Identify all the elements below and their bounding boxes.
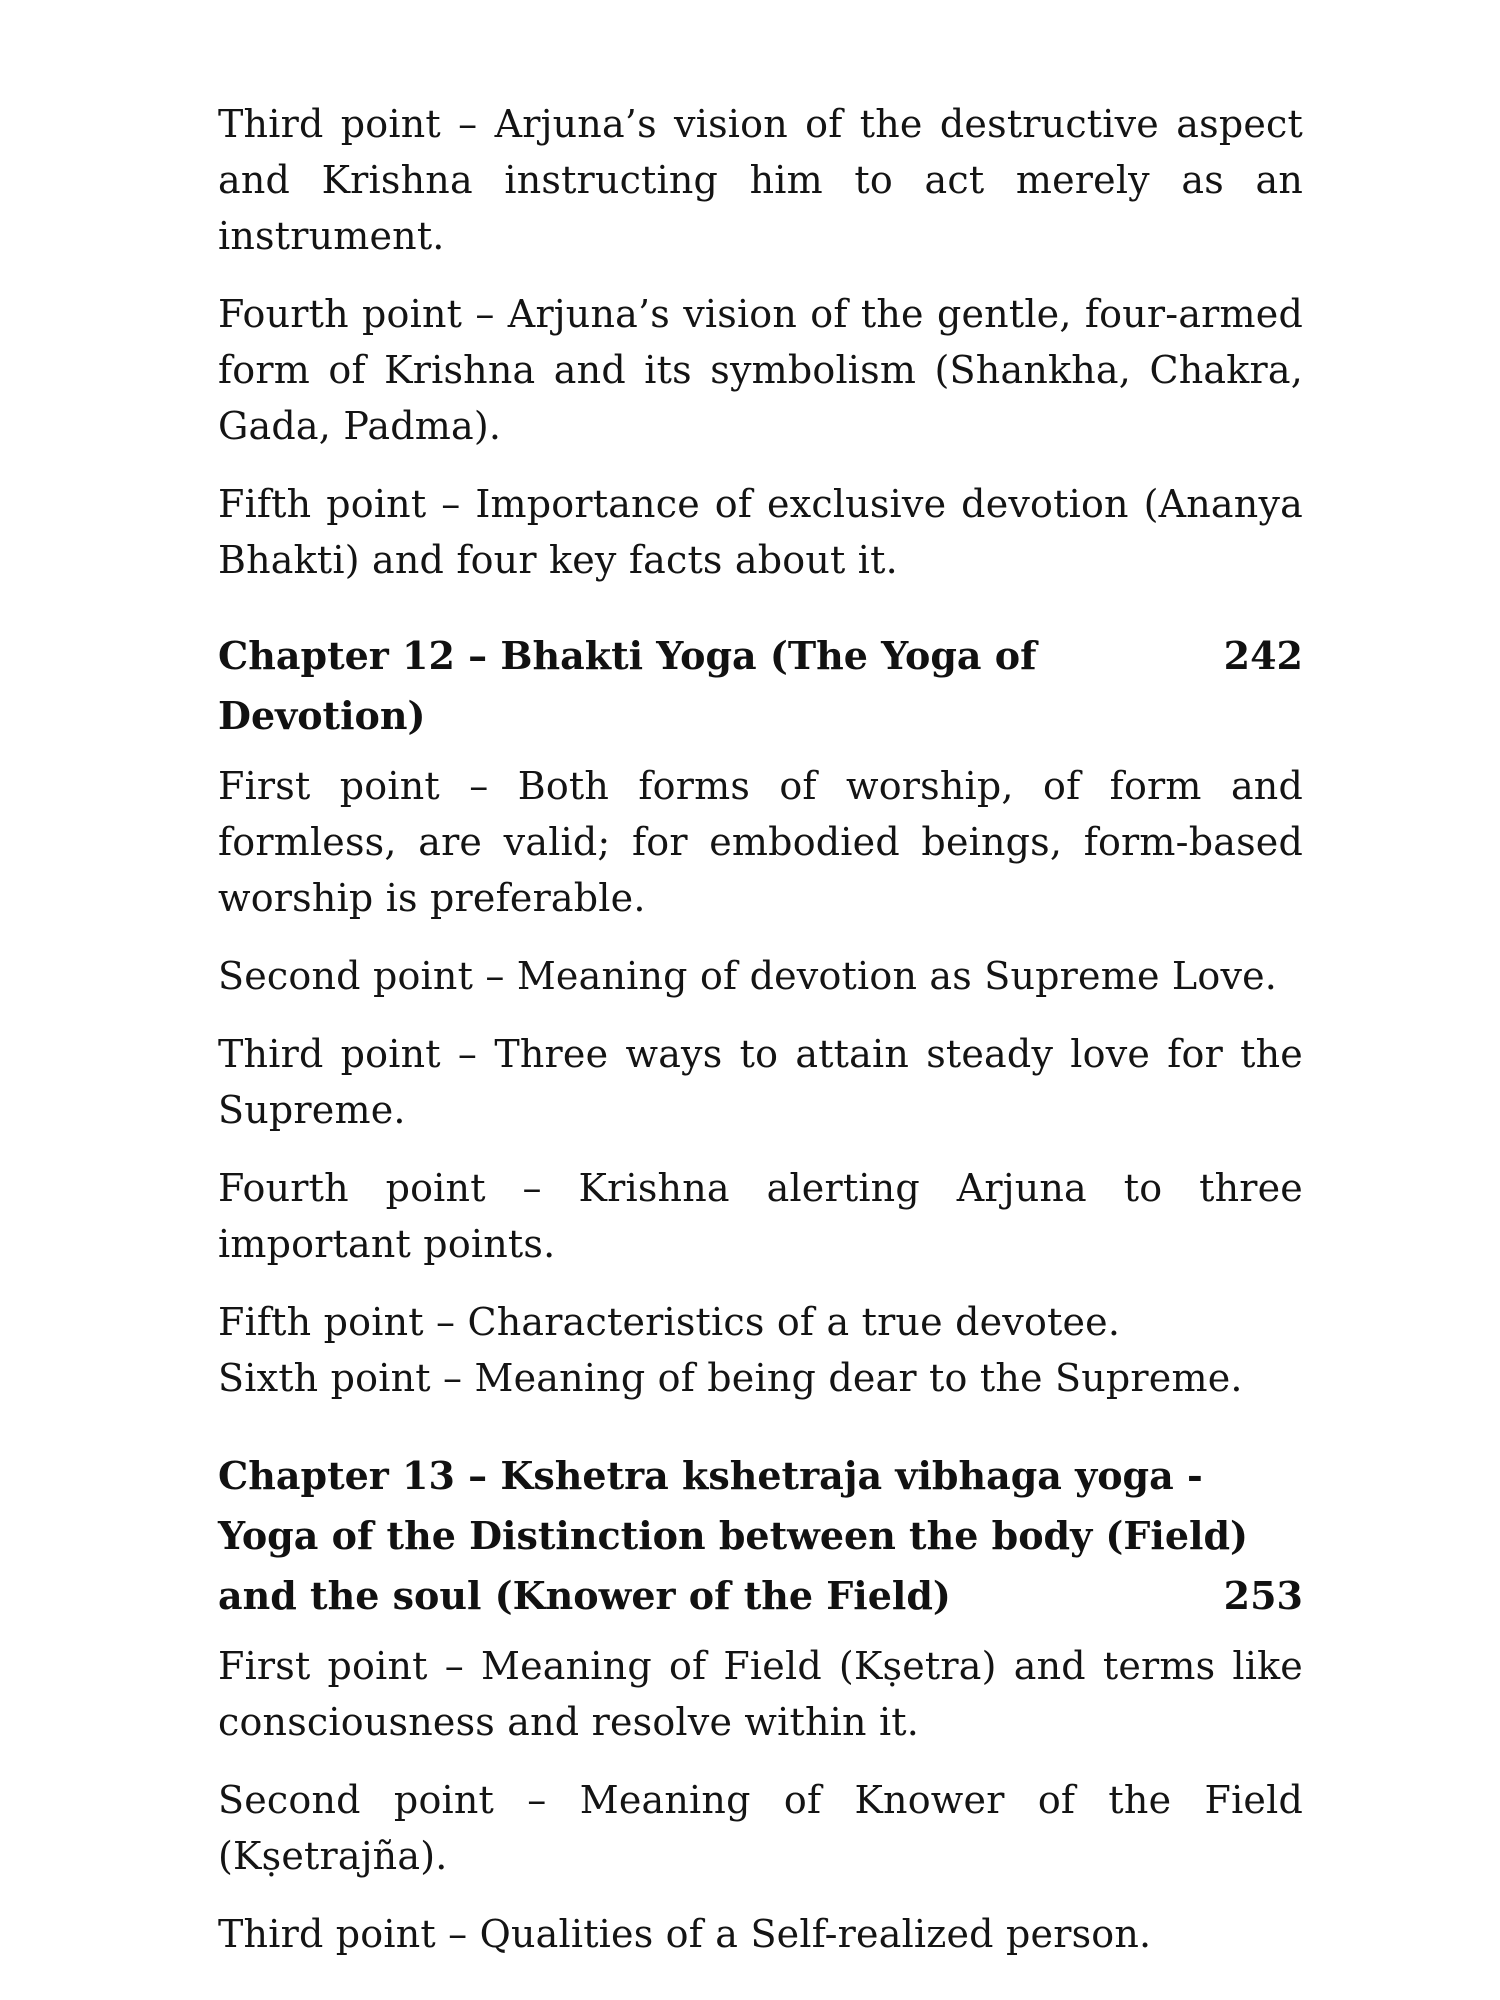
intro-point-third: Third point – Arjuna’s vision of the destructive aspect and Krishna instructing him to act merely as an instrument.: [218, 102, 1303, 258]
ch13-point-third: Third point – Qualities of a Self-realized person.: [218, 1912, 1152, 1956]
ch12-point-fifth: Fifth point – Characteristics of a true devotee.: [218, 1300, 1121, 1344]
chapter-12-title: Chapter 12 – Bhakti Yoga (The Yoga of Devotion): [218, 633, 1037, 738]
chapter-13-heading: [218, 1446, 1303, 1626]
chapter-13-title-line-3: and the soul (Knower of the Field): [218, 1573, 951, 1618]
ch12-point-sixth: Sixth point – Meaning of being dear to the Supreme.: [218, 1356, 1243, 1400]
chapter-12-heading: [218, 626, 1303, 746]
chapter-12-page-number: 242: [1223, 633, 1303, 678]
ch12-point-third: Third point – Three ways to attain steady love for the Supreme.: [218, 1032, 1303, 1132]
ch12-point-first: First point – Both forms of worship, of form and formless, are valid; for embodied beings, form-based worship is preferable.: [218, 764, 1303, 920]
ch12-points-fifth-sixth: [218, 1294, 1303, 1406]
ch12-point-second: Second point – Meaning of devotion as Supreme Love.: [218, 954, 1278, 998]
book-page: [218, 96, 1303, 1962]
ch12-point-fourth: Fourth point – Krishna alerting Arjuna to three important points.: [218, 1166, 1303, 1266]
chapter-13-title-line-2: Yoga of the Distinction between the body (Field): [218, 1513, 1248, 1558]
ch13-point-first: First point – Meaning of Field (Kṣetra) and terms like consciousness and resolve within it.: [218, 1644, 1303, 1744]
intro-point-fifth: Fifth point – Importance of exclusive devotion (Ananya Bhakti) and four key facts about it.: [218, 482, 1303, 582]
chapter-13-title-line-1: Chapter 13 – Kshetra kshetraja vibhaga yoga -: [218, 1453, 1203, 1498]
chapter-13-page-number: 253: [1223, 1573, 1303, 1618]
chapter-13-title-line-3-row: [218, 1566, 1303, 1626]
intro-point-fourth: Fourth point – Arjuna’s vision of the gentle, four-armed form of Krishna and its symbolism (Shankha, Chakra, Gada, Padma).: [218, 292, 1303, 448]
ch13-point-second: Second point – Meaning of Knower of the Field (Kṣetrajña).: [218, 1778, 1303, 1878]
